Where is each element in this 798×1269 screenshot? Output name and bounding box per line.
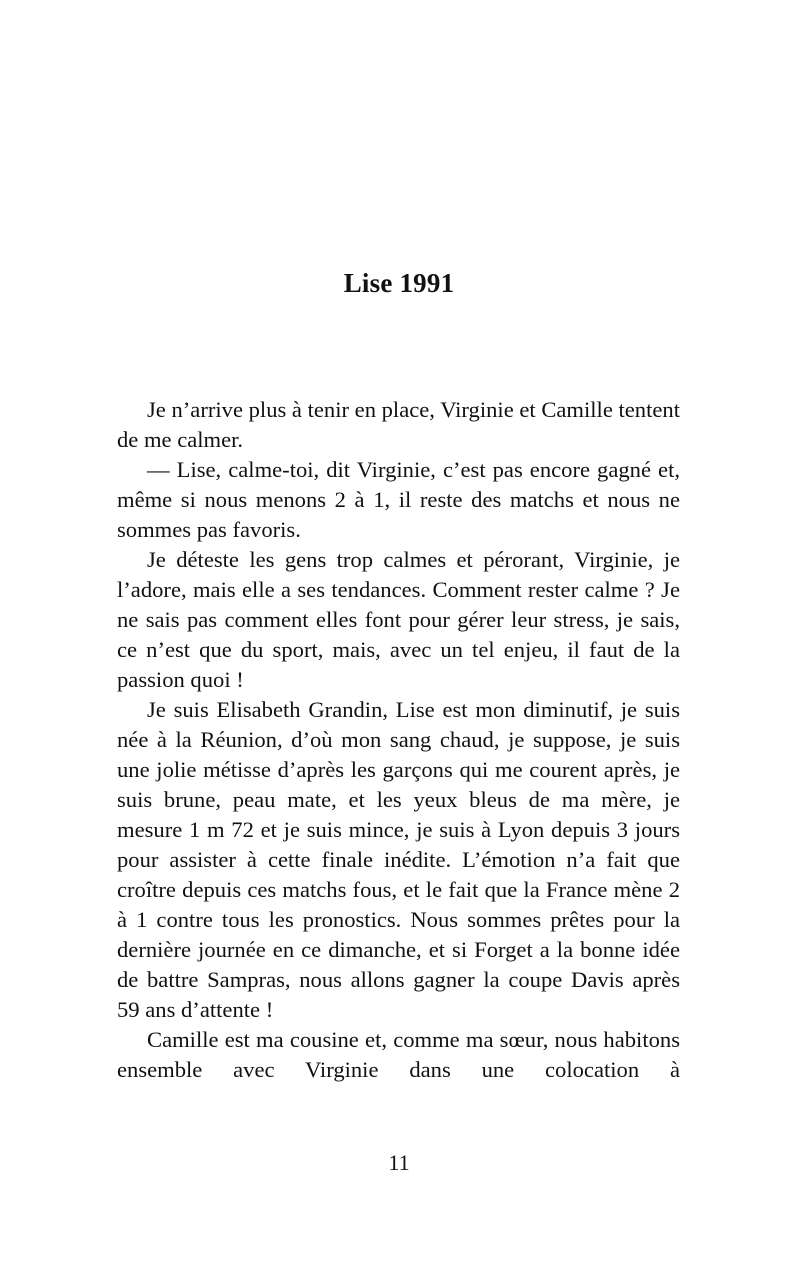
chapter-body (117, 395, 680, 1085)
paragraph: Camille est ma cousine et, comme ma sœur, nous habitons ensemble avec Virginie dans une colocation à (117, 1027, 680, 1082)
paragraph: — Lise, calme-toi, dit Virginie, c’est pas encore gagné et, même si nous menons 2 à 1, il reste des matchs et nous ne sommes pas favoris. (117, 457, 680, 542)
paragraph: Je n’arrive plus à tenir en place, Virginie et Camille tentent de me calmer. (117, 397, 680, 452)
paragraph: Je déteste les gens trop calmes et pérorant, Virginie, je l’adore, mais elle a ses tendances. Comment rester calme ? Je ne sais pas comment elles font pour gérer leur stress, je sais, ce n’est que du sport, mais, avec un tel enjeu, il faut de la passion quoi ! (117, 547, 680, 692)
chapter-title: Lise 1991 (343, 268, 455, 298)
page-number: 11 (388, 1150, 410, 1175)
paragraph: Je suis Elisabeth Grandin, Lise est mon diminutif, je suis née à la Réunion, d’où mon sang chaud, je suppose, je suis une jolie métisse d’après les garçons qui me courent après, je suis brune, peau mate, et les yeux bleus de ma mère, je mesure 1 m 72 et je suis mince, je suis à Lyon depuis 3 jours pour assister à cette finale inédite. L’émotion n’a fait que croître depuis ces matchs fous, et le fait que la France mène 2 à 1 contre tous les pronostics. Nous sommes prêtes pour la dernière journée en ce dimanche, et si Forget a la bonne idée de battre Sampras, nous allons gagner la coupe Davis après 59 ans d’attente ! (117, 697, 680, 1022)
